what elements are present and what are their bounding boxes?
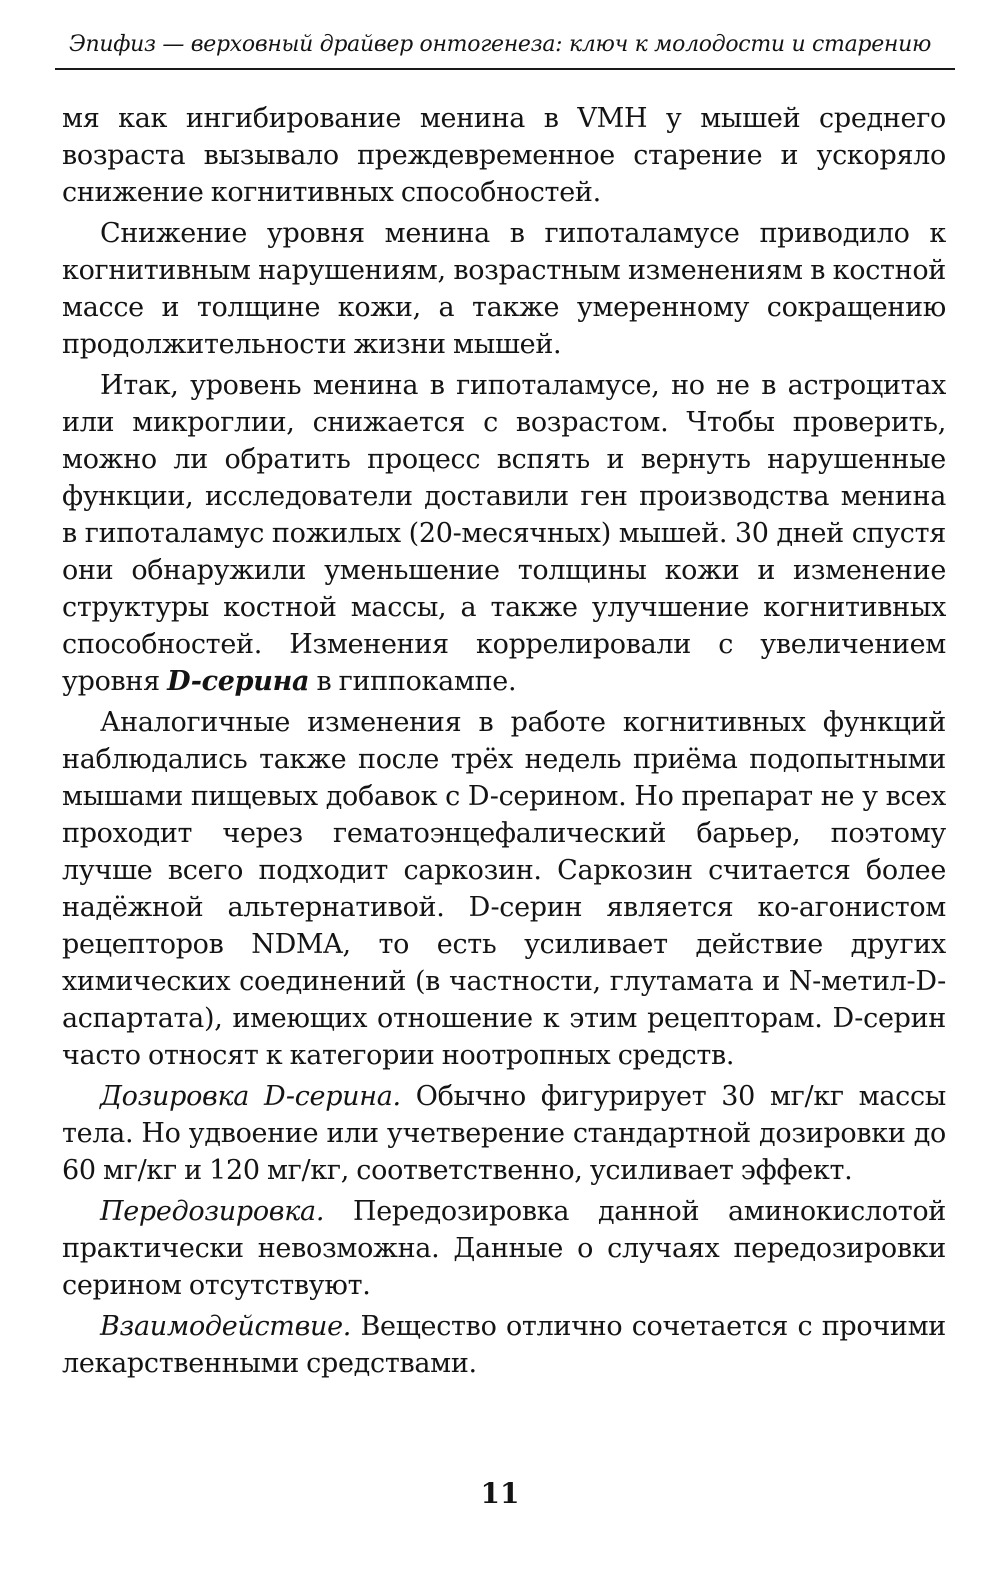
paragraph-text: в гиппокампе. <box>309 666 517 697</box>
paragraph-dosage <box>62 1078 946 1189</box>
run-in-heading-interaction: Взаимодействие. <box>100 1311 352 1342</box>
paragraph-text: Вещество отлично сочетается с прочими лекарственными средствами. <box>62 1311 946 1379</box>
paragraph-text: Передозировка данной аминокислотой практически невозможна. Данные о случаях передозировки серином отсутствуют. <box>62 1196 946 1301</box>
paragraph-interaction <box>62 1308 946 1382</box>
paragraph-text: Итак, уровень менина в гипоталамусе, но не в астроцитах или микроглии, снижается с возрастом. Чтобы проверить, можно ли обратить процесс вспять и вернуть нарушенные функции, исследователи доставили ген производства менина в гипоталамус пожилых (20-месячных) мышей. 30 дней спустя они обнаружили уменьшение толщины кожи и изменение структуры костной массы, а также улучшение когнитивных способностей. Изменения коррелировали с увеличением уровня <box>62 370 946 697</box>
paragraph-overdose <box>62 1193 946 1304</box>
term-d-serine: D-серина <box>167 666 310 697</box>
run-in-heading-dosage: Дозировка D-серина. <box>100 1081 401 1112</box>
paragraph-menin-decrease: Снижение уровня менина в гипоталамусе приводило к когнитивным нарушениям, возрастным изменениям в костной массе и толщине кожи, а также умеренному сокращению продолжительности жизни мышей. <box>62 218 946 360</box>
run-in-heading-overdose: Передозировка. <box>100 1196 325 1227</box>
paragraph-menin-gene-delivery <box>62 367 946 700</box>
running-header: Эпифиз — верховный драйвер онтогенеза: ключ к молодости и старению <box>68 32 932 57</box>
paragraph-continuation: мя как ингибирование менина в VMH у мышей среднего возраста вызывало преждевременное старение и ускоряло снижение когнитивных способностей. <box>62 103 946 208</box>
page-body <box>62 100 946 1382</box>
paragraph-text: Обычно фигурирует 30 мг/кг массы тела. Но удвоение или учетверение стандартной дозировки до 60 мг/кг и 120 мг/кг, соответственно, усиливает эффект. <box>62 1081 946 1186</box>
header-rule <box>55 68 955 70</box>
page-number: 11 <box>480 1477 520 1510</box>
paragraph-d-serine-supplements: Аналогичные изменения в работе когнитивных функций наблюдались также после трёх недель приёма подопытными мышами пищевых добавок с D-серином. Но препарат не у всех проходит через гематоэнцефалический барьер, поэтому лучше всего подходит саркозин. Саркозин считается более надёжной альтернативой. D-серин является ко-агонистом рецепторов NDMA, то есть усиливает действие других химических соединений (в частности, глутамата и N-метил-D-аспартата), имеющих отношение к этим рецепторам. D-серин часто относят к категории ноотропных средств. <box>62 707 946 1071</box>
